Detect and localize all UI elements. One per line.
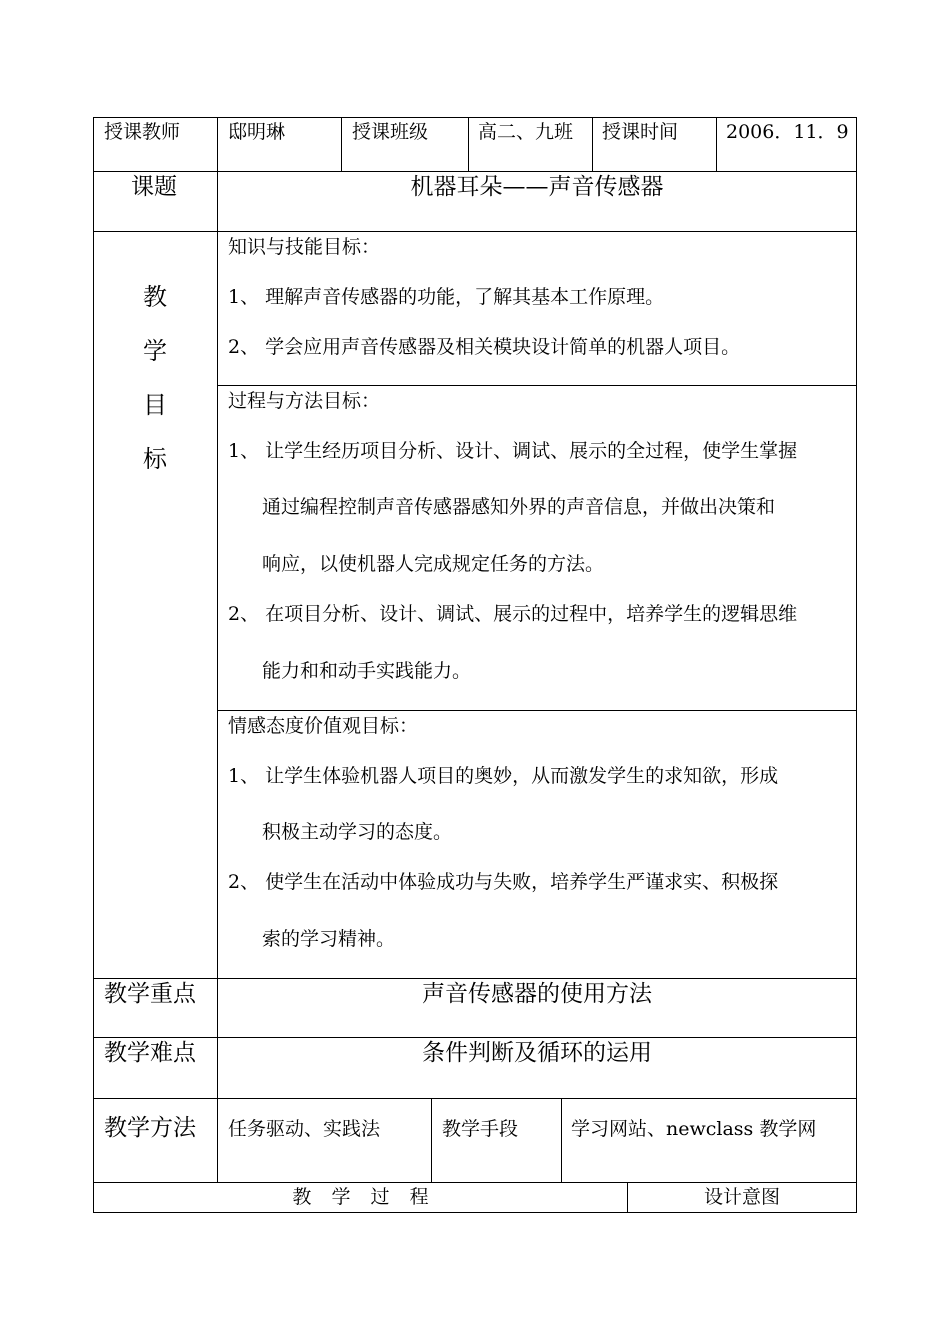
attitude-heading: 情感态度价值观目标： (228, 715, 419, 737)
header-divider-1 (341, 117, 342, 171)
method-divider-2 (561, 1098, 562, 1182)
header-divider-2 (468, 117, 469, 171)
row-divider-process (217, 710, 857, 711)
process-item-1-line-1: 1、 让学生经历项目分析、设计、调试、展示的全过程，使学生掌握 (228, 440, 798, 462)
class-label: 授课班级 (352, 121, 429, 143)
label-column-divider (217, 117, 218, 1183)
topic-label: 课题 (131, 174, 177, 200)
design-intent-label: 设计意图 (703, 1186, 780, 1208)
attitude-item-2-line-2: 索的学习精神。 (262, 928, 396, 950)
method-divider-1 (431, 1098, 432, 1182)
table-border-right (856, 117, 857, 1213)
means-label: 教学手段 (442, 1118, 519, 1140)
key-point-label: 教学重点 (104, 981, 196, 1007)
class-value: 高二、九班 (478, 121, 574, 143)
table-border-top (93, 117, 857, 118)
table-border-left (93, 117, 94, 1213)
table-border-bottom (93, 1212, 857, 1213)
objectives-label-char-2: 学 (143, 337, 167, 365)
header-divider-4 (716, 117, 717, 171)
difficulty-label: 教学难点 (104, 1040, 196, 1066)
difficulty-value: 条件判断及循环的运用 (422, 1040, 652, 1066)
process-item-2-line-1: 2、 在项目分析、设计、调试、展示的过程中，培养学生的逻辑思维 (228, 603, 798, 625)
objectives-label-char-3: 目 (143, 391, 167, 419)
attitude-item-1-line-1: 1、 让学生体验机器人项目的奥妙，从而激发学生的求知欲，形成 (228, 765, 779, 787)
method-label: 教学方法 (104, 1115, 196, 1141)
row-divider-objectives (93, 978, 857, 979)
row-divider-difficulty (93, 1098, 857, 1099)
row-divider-keypoint (93, 1037, 857, 1038)
time-value: 2006．11．9 (726, 121, 849, 143)
method-value: 任务驱动、实践法 (228, 1118, 381, 1140)
row-divider-method (93, 1182, 857, 1183)
knowledge-item-2: 2、 学会应用声音传感器及相关模块设计简单的机器人项目。 (228, 336, 741, 358)
topic-title: 机器耳朵——声音传感器 (410, 174, 664, 200)
objectives-label-char-1: 教 (143, 283, 167, 311)
time-label: 授课时间 (602, 121, 679, 143)
process-item-1-line-3: 响应，以使机器人完成规定任务的方法。 (262, 553, 605, 575)
process-item-2-line-2: 能力和和动手实践能力。 (262, 660, 472, 682)
header-divider-3 (592, 117, 593, 171)
row-divider-knowledge (217, 385, 857, 386)
process-item-1-line-2: 通过编程控制声音传感器感知外界的声音信息，并做出决策和 (262, 496, 776, 518)
attitude-item-2-line-1: 2、 使学生在活动中体验成功与失败，培养学生严谨求实、积极探 (228, 871, 779, 893)
row-divider-topic (93, 231, 857, 232)
teacher-label: 授课教师 (104, 121, 181, 143)
knowledge-heading: 知识与技能目标： (228, 236, 381, 258)
process-heading: 过程与方法目标： (228, 390, 381, 412)
objectives-label-char-4: 标 (143, 445, 167, 473)
key-point-value: 声音传感器的使用方法 (422, 981, 652, 1007)
teaching-process-label: 教 学 过 程 (292, 1186, 429, 1208)
attitude-item-1-line-2: 积极主动学习的态度。 (262, 821, 453, 843)
row-divider-header (93, 171, 857, 172)
means-value: 学习网站、newclass 教学网 (571, 1118, 817, 1140)
knowledge-item-1: 1、 理解声音传感器的功能，了解其基本工作原理。 (228, 286, 665, 308)
teacher-name: 邸明琳 (228, 121, 286, 143)
